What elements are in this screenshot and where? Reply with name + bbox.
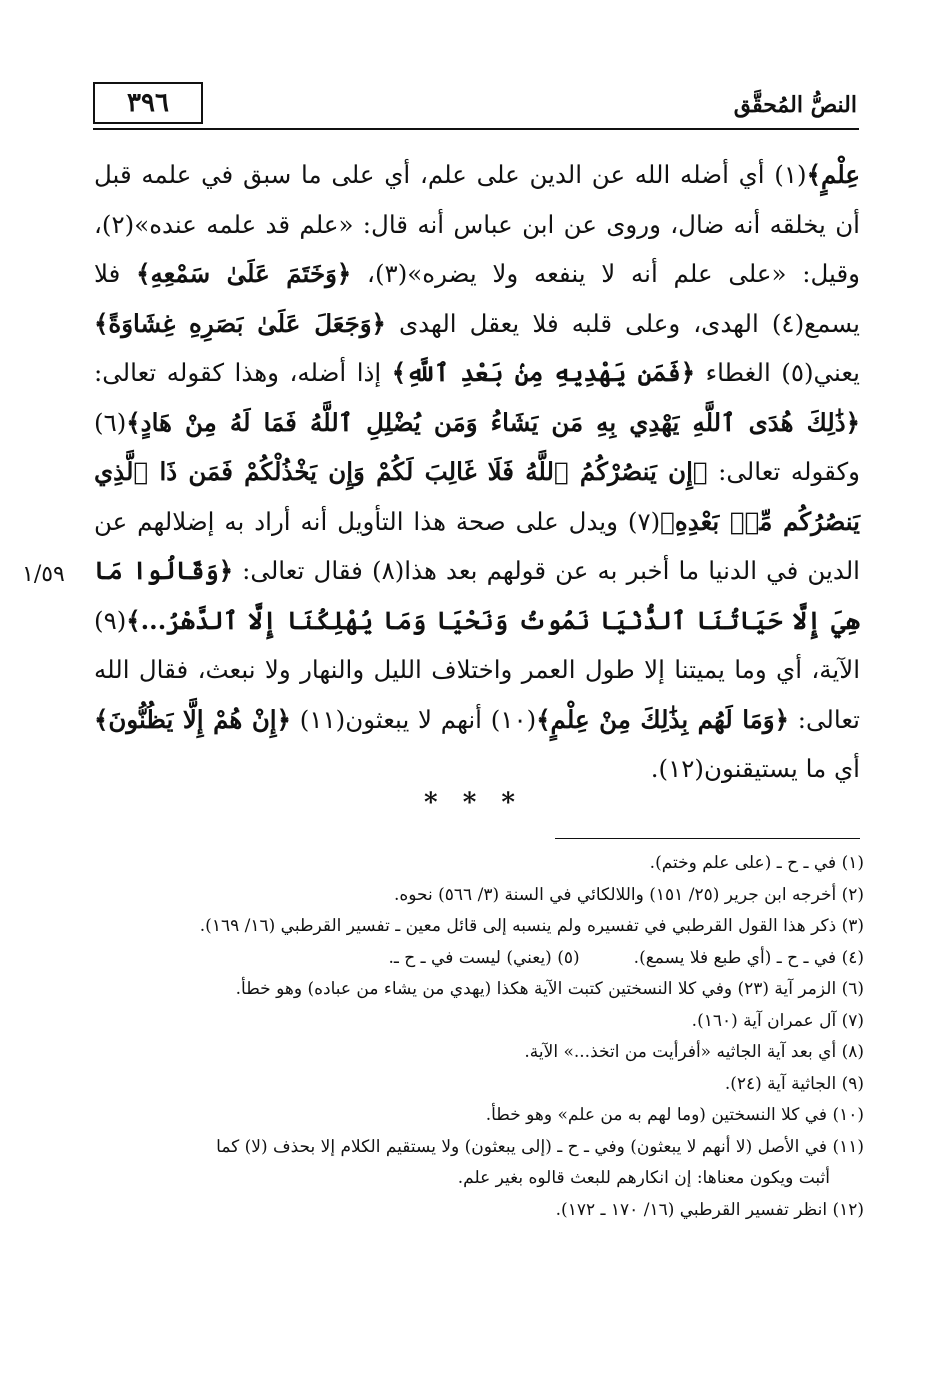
quran-verse: ﴿وَمَا لَهُم بِذَٰلِكَ مِنْ عِلْمٍ﴾: [536, 704, 789, 734]
footnote: (٦) الزمر آية (٢٣) وفي كلا النسختين كتبت الآية هكذا (يهدي من يشاء من عباده) وهو خطأ.: [235, 979, 864, 999]
body-text-run: يعني(٥) الغطاء: [695, 358, 860, 387]
section-separator: * * *: [424, 788, 523, 818]
body-text-run: فلا يسمع(٤) الهدى، وعلى قلبه فلا يعقل الهدى: [94, 259, 860, 338]
quran-verse: ﴿إِنْ هُمْ إِلَّا يَظُنُّونَ﴾: [94, 704, 291, 734]
quran-verse: ﴿وَجَعَلَ عَلَىٰ بَصَرِهِ غِشَاوَةً﴾: [94, 308, 386, 338]
main-paragraph: [94, 150, 860, 794]
footnote: (٩) الجاثية آية (٢٤).: [724, 1073, 864, 1094]
footnote: (٧) آل عمران آية (١٦٠).: [691, 1010, 864, 1031]
footnote: (٣) ذكر هذا القول القرطبي في تفسيره ولم ينسبه إلى قائل معين ـ تفسير القرطبي (١٦/ ١٦٩).: [199, 916, 864, 936]
footnote-rule: [555, 838, 860, 839]
footnote: (٨) أي بعد آية الجاثيه «أفرأيت من اتخذ...» الآية.: [524, 1042, 864, 1062]
footnote: (١٢) انظر تفسير القرطبي (١٦/ ١٧٠ ـ ١٧٢).: [555, 1199, 864, 1220]
quran-verse: ﴿ذَٰلِكَ هُدَى ٱللَّهِ يَهْدِي بِهِ مَن يَشَاءُ وَمَن يُضْلِلِ ٱللَّهُ فَمَا لَهُ مِنْ هَادٍ﴾: [126, 407, 860, 437]
body-text-run: إذا أضله، وهذا كقوله تعالى:: [94, 358, 392, 387]
running-title: النصُّ المُحقَّق: [733, 92, 857, 118]
header-rule: [93, 128, 859, 130]
quran-verse: عِلْمٍ﴾: [806, 160, 860, 189]
page-number-box: [93, 82, 203, 124]
margin-reference: ١/٥٩: [22, 562, 65, 587]
body-text-run: (٩) الآية، أي وما يميتنا إلا طول العمر واختلاف الليل والنهار ولا نبعث، فقال الله تعالى:: [94, 605, 861, 734]
quran-verse: ﴿وَقَالُوا مَا هِيَ إِلَّا حَيَاتُنَا ٱلدُّنْيَا نَمُوتُ وَنَحْيَا وَمَا يُهْلِكُنَا إِلَّا ٱلدَّهْرُ...﴾: [94, 556, 860, 635]
main-text: [94, 150, 860, 794]
footnote: (١٠) في كلا النسختين (وما لهم به من علم» وهو خطأ.: [485, 1105, 864, 1125]
body-text-run: (١٠) أنهم لا يبعثون(١١): [290, 704, 537, 734]
quran-verse: ﴿وَخَتَمَ عَلَىٰ سَمْعِهِ﴾: [136, 259, 352, 288]
footnote-continuation: أثبت ويكون معناها: إن انكارهم للبعث قالوه بغير علم.: [457, 1168, 830, 1188]
quran-verse: ﴿فَمَن يَهْدِيهِ مِنۢ بَعْدِ ٱللَّهِ﴾: [391, 358, 696, 387]
footnote: (٢) أخرجه ابن جرير (٢٥/ ١٥١) واللالكائي في السنة (٣/ ٥٦٦) نحوه.: [393, 884, 864, 905]
body-text-run: (٧) ويدل على صحة هذا التأويل أنه أراد به إضلالهم عن الدين في الدنيا ما أخبر به عن قولهم بعد هذا(٨) فقال تعالى:: [94, 506, 860, 585]
footnote: (٤) في ـ ح ـ (أي طبع فلا يسمع). (٥) (يعني) ليست في ـ ح ـ.: [388, 947, 864, 968]
page-number: ٣٩٦: [127, 88, 169, 118]
body-text-run: (٦) وكقوله تعالى:: [94, 407, 860, 486]
body-text-run: (١) أي أضله الله عن الدين على علم، أي على ما سبق في علمه قبل أن يخلقه أنه ضال، وروى عن ابن عباس أنه قال: «علم قد علمه عنده»(٢)، وقيل: «على علم أنه لا ينفعه ولا يضره»(٣)،: [94, 160, 860, 288]
footnote: (١) في ـ ح ـ (على علم وختم).: [649, 853, 864, 873]
footnote: (١١) في الأصل (لا أنهم لا يبعثون) وفي ـ ح ـ (إلى يبعثون) ولا يستقيم الكلام إلا بحذف (لا) كما: [216, 1136, 864, 1157]
footnotes: [94, 848, 864, 1226]
body-text-run: أي ما يستيقنون(١٢).: [650, 754, 860, 783]
quran-verse: ﴿إِن يَنصُرْكُمُ ٱللَّهُ فَلَا غَالِبَ لَكُمْ وَإِن يَخْذُلْكُمْ فَمَن ذَا ٱلَّذِي يَنصُرُكُم مِّنۢ بَعْدِهِ﴾: [94, 457, 860, 536]
